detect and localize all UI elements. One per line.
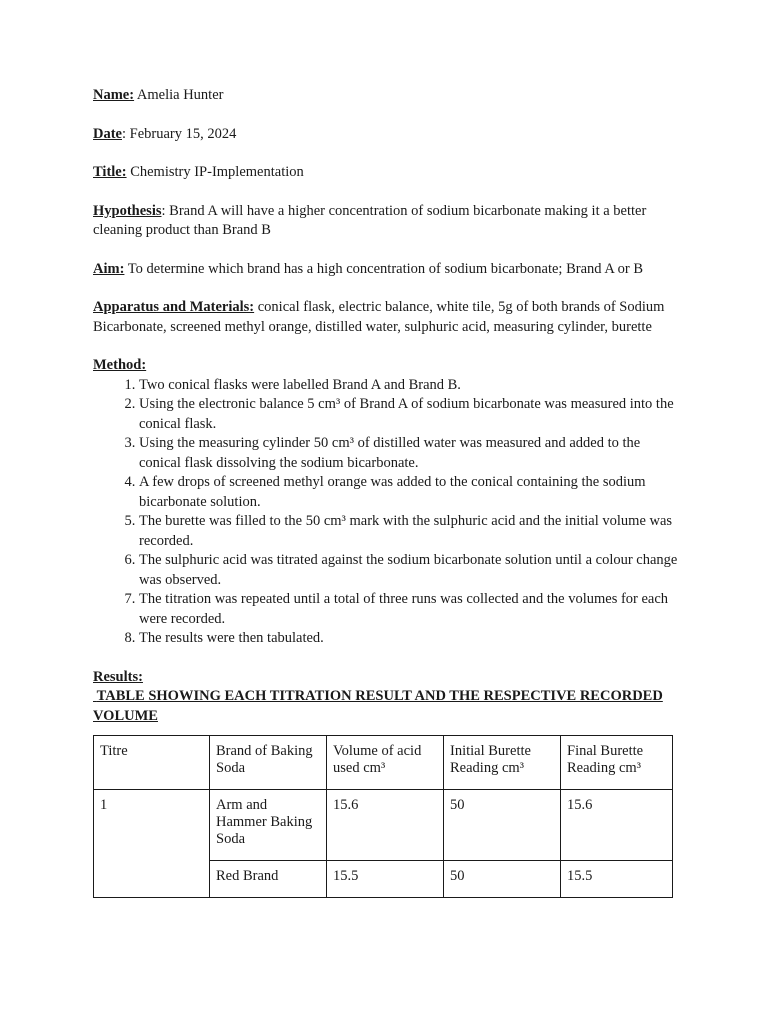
header-final: Final Burette Reading cm³: [561, 736, 673, 790]
method-step: 1. Two conical flasks were labelled Brand A and Brand B.: [139, 376, 683, 396]
results-label: Results:: [93, 668, 143, 685]
cell-initial: 50: [444, 790, 561, 861]
method-step: 4. A few drops of screened methyl orange was added to the conical containing the sodium bicarbonate solution.: [139, 473, 683, 512]
results-table: [93, 735, 673, 898]
name-field: [93, 86, 683, 106]
header-titre: Titre: [94, 736, 210, 790]
method-step: 3. Using the measuring cylinder 50 cm³ of distilled water was measured and added to the conical flask dissolving the sodium bicarbonate.: [139, 434, 683, 473]
date-field: Date: February 15, 2024: [93, 125, 237, 142]
cell-brand: Red Brand: [210, 861, 327, 898]
method-step: 7. The titration was repeated until a total of three runs was collected and the volumes for each were recorded.: [139, 590, 683, 629]
cell-final: 15.6: [561, 790, 673, 861]
hypothesis-field: Hypothesis: Brand A will have a higher concentration of sodium bicarbonate making it a better cleaning product than Brand B: [93, 202, 647, 238]
method-step: 6. The sulphuric acid was titrated against the sodium bicarbonate solution until a colour change was observed.: [139, 551, 683, 590]
cell-titre: 1: [94, 790, 210, 898]
aim-label: Aim:: [93, 260, 125, 277]
title-label: Title:: [93, 164, 127, 180]
header-brand: Brand of Baking Soda: [210, 736, 327, 790]
method-step: 2. Using the electronic balance 5 cm³ of Brand A of sodium bicarbonate was measured into the conical flask.: [139, 395, 683, 434]
cell-initial: 50: [444, 861, 561, 898]
apparatus-value: conical flask, electric balance, white tile, 5g of both brands of Sodium Bicarbonate, screened methyl orange, distilled water, sulphuric acid, measuring cylinder, burette: [93, 299, 665, 335]
apparatus-label: Apparatus and Materials:: [93, 299, 255, 315]
table-header-row: [94, 736, 673, 790]
title-value: Chemistry IP-Implementation: [130, 164, 304, 180]
aim-value: To determine which brand has a high concentration of sodium bicarbonate; Brand A or B: [127, 260, 644, 277]
table-caption-text: TABLE SHOWING EACH TITRATION RESULT AND THE RESPECTIVE RECORDED VOLUME: [93, 688, 663, 724]
method-heading: [93, 356, 683, 376]
hypothesis-label: Hypothesis: [93, 202, 162, 219]
lab-report: [93, 86, 683, 898]
date-label: Date: [93, 125, 122, 142]
header-initial: Initial Burette Reading cm³: [444, 736, 561, 790]
table-caption: [93, 687, 683, 726]
method-label: Method:: [93, 357, 147, 373]
table-row: [94, 790, 673, 861]
apparatus-field: [93, 298, 683, 337]
cell-brand: Arm and Hammer Baking Soda: [210, 790, 327, 861]
title-field: [93, 163, 683, 183]
name-value: Amelia Hunter: [136, 87, 224, 103]
method-steps: [93, 376, 683, 649]
results-heading: [93, 668, 683, 688]
name-label: Name:: [93, 87, 135, 103]
date-value: February 15, 2024: [129, 125, 237, 142]
aim-field: [93, 260, 683, 280]
hypothesis-value: Brand A will have a higher concentration of sodium bicarbonate making it a better cleaning product than Brand B: [93, 202, 647, 238]
method-step: 8. The results were then tabulated.: [139, 629, 683, 649]
cell-volume: 15.6: [327, 790, 444, 861]
method-step: 5. The burette was filled to the 50 cm³ mark with the sulphuric acid and the initial volume was recorded.: [139, 512, 683, 551]
cell-final: 15.5: [561, 861, 673, 898]
header-volume: Volume of acid used cm³: [327, 736, 444, 790]
cell-volume: 15.5: [327, 861, 444, 898]
